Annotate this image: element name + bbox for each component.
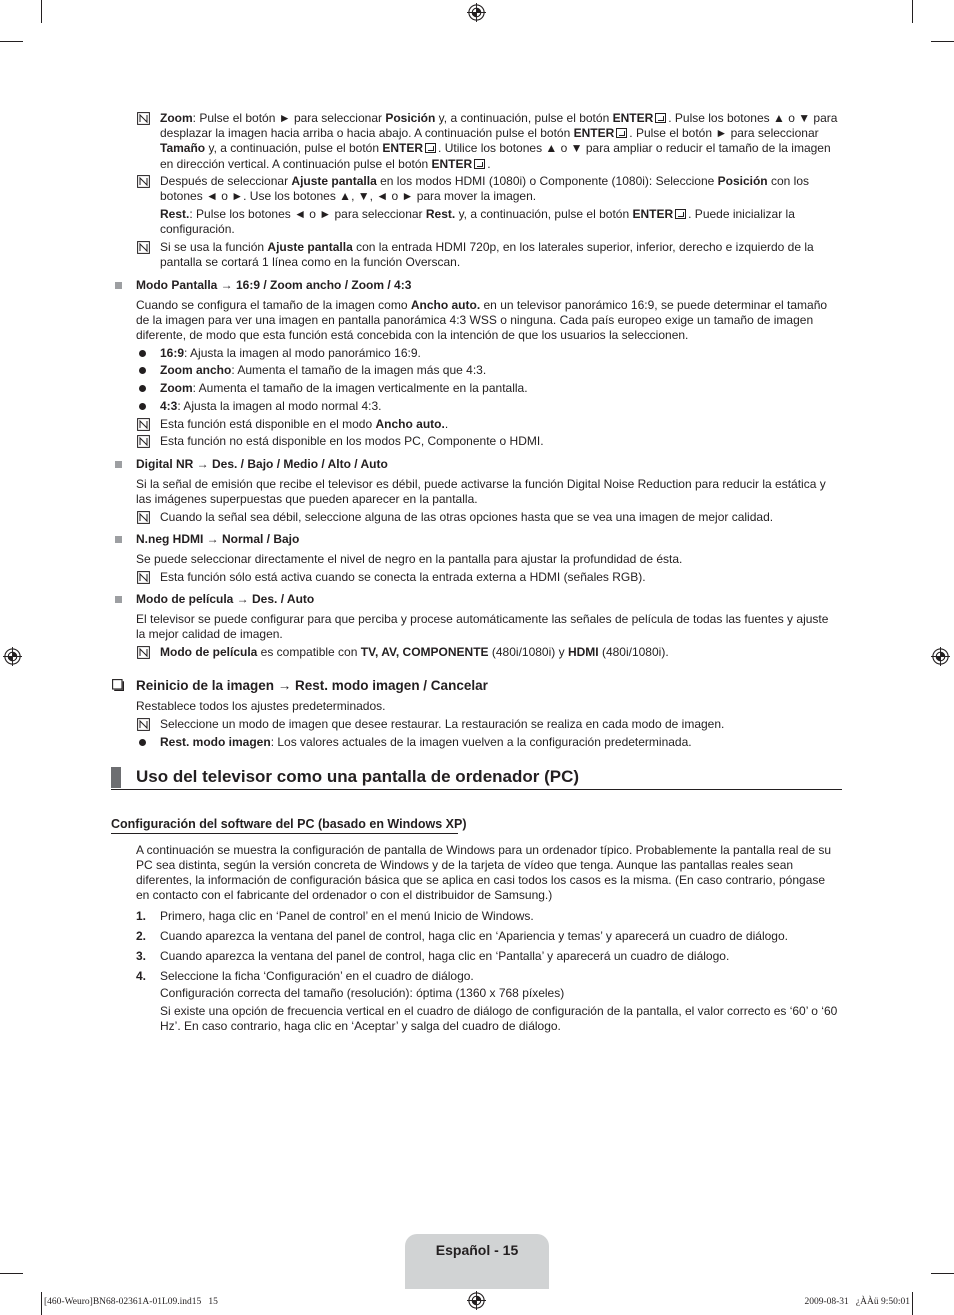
subsection-underline — [111, 833, 458, 834]
digital-nr-paragraph — [136, 477, 841, 507]
page-number: Español - 15 — [435, 1242, 519, 1258]
step-number: 2. — [136, 929, 147, 943]
note-icon — [137, 571, 150, 584]
note-icon — [137, 511, 150, 524]
hdmi720-note — [160, 240, 844, 270]
text-run: y, a continuación, pulse el botón — [205, 141, 383, 156]
text-run: Si existe una opción de frecuencia vertical en el cuadro de diálogo de configuración de la pantalla, el valor correcto es ‘60’ o ‘60 Hz’. En caso contrario, haga clic en ‘Aceptar’ y salga del cuadro de diálogo. — [160, 1004, 838, 1034]
crop-mark — [912, 0, 913, 23]
digital-nr-note — [160, 510, 844, 525]
step-4 — [160, 969, 844, 984]
text-run: Si la señal de emisión que recibe el televisor es débil, puede activarse la función Digital Noise Reduction para reducir la estática y las imágenes superpuestas que pueden aparecer en la pantalla. — [136, 477, 826, 506]
text-run: Zoom ancho — [160, 363, 232, 377]
text-run: Reinicio de la imagen → Rest. modo imagen / Cancelar — [136, 678, 488, 693]
step-number: 4. — [136, 969, 147, 983]
text-run: Rest. modo imagen — [160, 735, 271, 749]
crop-mark — [931, 41, 954, 42]
text-run: (480i/1080i). — [598, 645, 669, 659]
enter-key-icon — [474, 159, 485, 169]
reset-picture-paragraph — [136, 699, 841, 714]
enter-key-icon — [675, 209, 686, 219]
text-run: HDMI — [567, 645, 599, 659]
text-run: ENTER — [632, 207, 674, 221]
text-run: Rest. — [425, 207, 456, 221]
crop-mark — [41, 1292, 42, 1315]
fit-position-note — [160, 174, 844, 204]
text-run: 16:9 — [160, 346, 185, 360]
section-accent-bar — [111, 767, 121, 788]
text-run: Modo Pantalla → 16:9 / Zoom ancho / Zoom / 4:3 — [136, 278, 412, 292]
slug-file-info: [460-Weuro]BN68-02361A-01L09.ind15 15 — [44, 1297, 218, 1307]
crop-mark — [41, 0, 42, 23]
crop-mark — [0, 1273, 23, 1274]
text-run: Cuando la señal sea débil, seleccione alguna de las otras opciones hasta que se vea una imagen de mejor calidad. — [160, 510, 774, 524]
bullet-zoom — [160, 381, 844, 396]
text-run: TV, AV, COMPONENTE — [360, 645, 489, 659]
note-icon — [137, 435, 150, 448]
text-run: y, a continuación, pulse el botón — [435, 111, 613, 125]
note-icon — [137, 718, 150, 731]
text-run: : Ajusta la imagen al modo panorámico 16:9. — [184, 346, 421, 360]
bullet-4-3 — [160, 399, 844, 414]
text-run: Después de seleccionar — [160, 174, 292, 188]
text-run: Primero, haga clic en ‘Panel de control’ en el menú Inicio de Windows. — [160, 909, 534, 923]
text-run: Posición — [385, 111, 436, 125]
text-run: Si se usa la función — [160, 240, 268, 254]
text-run: ENTER — [382, 141, 424, 156]
not-pc-note — [160, 434, 844, 449]
bullet-dot — [139, 367, 146, 374]
text-run: Zoom — [160, 111, 193, 125]
text-run: : Pulse el botón ► para seleccionar — [192, 111, 386, 125]
note-icon — [137, 112, 150, 125]
bullet-dot — [139, 739, 146, 746]
text-run: en un televisor panorámico 16:9, se puede determinar el tamaño de la imagen para ver una imagen en pantalla panorámica 4:3 WSS o ninguna. Cada país europeo exige un tamaño de imagen diferente, de modo que esta función está concebida con la intención de que los usuarios la seleccionen. — [136, 298, 828, 342]
text-run: Digital NR → Des. / Bajo / Medio / Alto / Auto — [136, 457, 388, 471]
slug-timestamp: 2009-08-31 ¿ÀÀü 9:50:01 — [804, 1297, 910, 1307]
reset-picture-heading — [136, 678, 488, 694]
text-run: A continuación se muestra la configuración de pantalla de Windows para un ordenador típico. Probablemente la pantalla real de su PC sea distinta, según la versión concreta de Windows y de la tarjeta de vídeo que tenga. Aunque las pantallas reales sean diferentes, la información de configuración básica que se aplica en casi todos los casos es la misma. (En caso contrario, póngase en contacto con el fabricante del ordenador o con el distribuidor de Samsung.) — [136, 843, 832, 902]
text-run: con los botones ◄ o ►. Use los botones ▲, ▼, ◄ o ► para mover la imagen. — [160, 174, 809, 204]
text-run: Zoom — [160, 381, 193, 395]
crop-mark — [0, 41, 23, 42]
enter-key-icon — [425, 143, 436, 153]
text-run: . Pulse el botón ► para seleccionar — [629, 126, 819, 141]
square-bullet — [115, 536, 122, 543]
text-run: Esta función no está disponible en los modos PC, Componente o HDMI. — [160, 434, 544, 448]
step-4-frequency — [160, 1004, 844, 1034]
square-bullet — [115, 282, 122, 289]
text-run: Ancho auto. — [410, 298, 481, 312]
ancho-auto-note — [160, 417, 844, 432]
text-run: Ancho auto. — [375, 417, 445, 431]
zoom-note — [160, 111, 844, 172]
modo-pantalla-paragraph — [136, 298, 841, 343]
film-mode-note — [160, 645, 844, 660]
text-run: Configuración correcta del tamaño (resolución): óptima (1360 x 768 píxeles) — [160, 986, 565, 1000]
bullet-zoom-ancho — [160, 363, 844, 378]
reset-mode-bullet — [160, 735, 844, 750]
nneg-hdmi-note — [160, 570, 844, 585]
registration-mark — [467, 3, 486, 22]
text-run: en los modos HDMI (1080i) o Componente (1080i): Seleccione — [376, 174, 718, 188]
text-run: Seleccione un modo de imagen que desee restaurar. La restauración se realiza en cada modo de imagen. — [160, 717, 725, 731]
section-title: Uso del televisor como una pantalla de ordenador (PC) — [136, 767, 580, 786]
text-run: con la entrada HDMI 720p, en los laterales superior, inferior, derecho e izquierdo de la pantalla se cortará 1 línea como en la función Overscan. — [160, 240, 814, 270]
checkbox-bullet — [112, 679, 124, 691]
text-run: . — [487, 156, 491, 171]
text-run: : Aumenta el tamaño de la imagen verticalmente en la pantalla. — [192, 381, 528, 395]
bullet-dot — [139, 350, 146, 357]
step-4-resolution — [160, 986, 844, 1001]
reset-picture-note — [160, 717, 844, 732]
text-run: Se puede seleccionar directamente el nivel de negro en la pantalla para ajustar la profundidad de ésta. — [136, 552, 683, 566]
text-run: : Los valores actuales de la imagen vuelven a la configuración predeterminada. — [270, 735, 692, 749]
step-2 — [160, 929, 844, 944]
text-run: . Puede inicializar la configuración. — [160, 207, 795, 237]
note-icon — [137, 175, 150, 188]
text-run: 4:3 — [160, 399, 178, 413]
registration-mark — [3, 647, 22, 666]
film-mode-paragraph — [136, 612, 841, 642]
text-run: . Pulse los botones ▲ o ▼ para desplazar la imagen hacia arriba o hacia abajo. A continuación pulse el botón — [160, 111, 838, 141]
step-1 — [160, 909, 844, 924]
text-run: N.neg HDMI → Normal / Bajo — [136, 532, 300, 546]
registration-mark — [467, 1291, 486, 1310]
film-mode-heading — [136, 592, 314, 606]
text-run: Restablece todos los ajustes predeterminados. — [136, 699, 386, 713]
text-run: Cuando se configura el tamaño de la imagen como — [136, 298, 411, 312]
text-run: es compatible con — [257, 645, 361, 659]
nneg-hdmi-paragraph — [136, 552, 841, 567]
text-run: : Pulse los botones ◄ o ► para seleccionar — [189, 207, 426, 221]
square-bullet — [115, 461, 122, 468]
text-run: Ajuste pantalla — [291, 174, 377, 188]
text-run: Esta función está disponible en el modo — [160, 417, 376, 431]
section-rule — [111, 789, 842, 790]
text-run: Modo de película — [160, 645, 258, 659]
bullet-16-9 — [160, 346, 844, 361]
bullet-dot — [139, 403, 146, 410]
text-run: Ajuste pantalla — [267, 240, 353, 254]
crop-mark — [931, 1273, 954, 1274]
digital-nr-heading — [136, 457, 388, 471]
text-run: : Ajusta la imagen al modo normal 4:3. — [177, 399, 382, 413]
crop-mark — [912, 1292, 913, 1315]
nneg-hdmi-heading — [136, 532, 299, 546]
text-run: Rest. — [160, 207, 190, 221]
text-run: Seleccione la ficha ‘Configuración’ en el cuadro de diálogo. — [160, 969, 474, 983]
text-run: y, a continuación, pulse el botón — [455, 207, 633, 221]
note-icon — [137, 646, 150, 659]
bullet-dot — [139, 385, 146, 392]
text-run: ENTER — [431, 156, 473, 171]
subsection-title: Configuración del software del PC (basado en Windows XP) — [111, 817, 467, 831]
step-3 — [160, 949, 844, 964]
text-run: Esta función sólo está activa cuando se conecta la entrada externa a HDMI (señales RGB). — [160, 570, 646, 584]
text-run: . — [444, 417, 449, 431]
text-run: El televisor se puede configurar para que perciba y procese automáticamente las señales de película de todas las fuentes y ajuste la mejor calidad de imagen. — [136, 612, 829, 641]
text-run: ENTER — [573, 126, 615, 141]
text-run: Tamaño — [160, 141, 206, 156]
text-run: Posición — [717, 174, 768, 188]
text-run: : Aumenta el tamaño de la imagen más que 4:3. — [231, 363, 487, 377]
text-run: ENTER — [612, 111, 654, 125]
square-bullet — [115, 596, 122, 603]
text-run: (480i/1080i) y — [488, 645, 568, 659]
reset-note — [160, 207, 844, 237]
text-run: . Utilice los botones ▲ o ▼ para ampliar o reducir el tamaño de la imagen en dirección vertical. A continuación pulse el botón — [160, 141, 831, 171]
step-number: 1. — [136, 909, 147, 923]
text-run: Cuando aparezca la ventana del panel de control, haga clic en ‘Pantalla’ y aparecerá un cuadro de diálogo. — [160, 949, 730, 963]
step-number: 3. — [136, 949, 147, 963]
text-run: Cuando aparezca la ventana del panel de control, haga clic en ‘Apariencia y temas’ y aparecerá un cuadro de diálogo. — [160, 929, 788, 943]
pc-paragraph — [136, 843, 841, 903]
registration-mark — [931, 647, 950, 666]
text-run: Modo de película → Des. / Auto — [136, 592, 315, 606]
enter-key-icon — [616, 128, 627, 138]
modo-pantalla-heading — [136, 278, 411, 292]
enter-key-icon — [655, 113, 666, 123]
note-icon — [137, 241, 150, 254]
note-icon — [137, 418, 150, 431]
